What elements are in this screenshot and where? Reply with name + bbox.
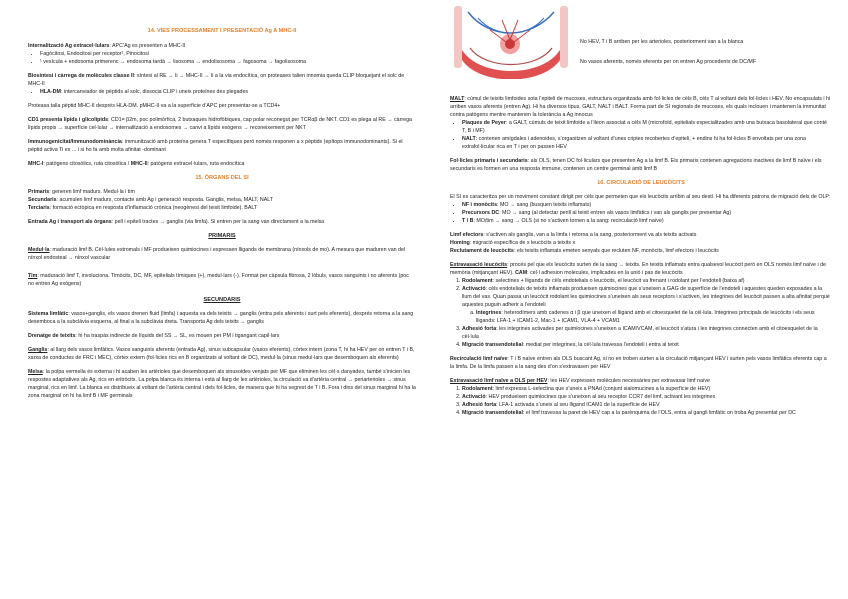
list-item: 4. Migració transendotelial: el limf travessa la paret de HEV cap a la parènquima de l’OLS, entra al gangli limfàtic on troba Ag presentat per DC bbox=[462, 409, 832, 417]
paragraph-extravasacio-ols: Extravasació limf naïve a OLS per HEV: les HEV expressen molècules necessàries per extravasar limf naïve bbox=[450, 378, 710, 384]
paragraph-proteasa: Proteasa talla pèptid MHC-II després HLA-DM. pMHC-II va a la superfície d’APC per presentar-se a TCD4+ bbox=[28, 103, 281, 109]
paragraph-terciaris: Terciaris: formació ectòpica en resposta d’inflamació crònica (neogènesi del teixit limfoide). BALT bbox=[28, 205, 258, 211]
list-item: 2. Activació: cèls endotelials de teixits inflamats produeixen quimiocines que s’uneixen a GAG de superfície de l’endoteli i aquestes queden exposades a la llum del vas. Quan passa un leucòcit rodolant les quimiocines s’uneixen als seus receptors i s’activen, les integrines del leucòcit passen a alta afinitat perquè aquestes puguin adherir a l’endoteli a. Integrines: heterodímers amb cadenes α i β que uneixen el lligand amb el citoesquelet de la cèl·lula. Integrines principals de leucòcits i els seus lligands: LFA-1 + ICAM1-2, Mac-1 + ICAM1, VLA-4 + VCAM1 bbox=[462, 285, 832, 325]
paragraph-medulla: Medul·la: maduració limf B. Cèl·lules estromals i MF produeixen quimiocines i expressen lligands de membrana (nínxols de mo). A mesura que maduren van del nínxol endosteal → nínxol vascular bbox=[28, 247, 406, 261]
paragraph-ganglis: Ganglis: al llarg dels vasos limfàtics. Vasos sanguinis aferents (entrada Ag), sinus subcapsular (vasos eferents), còrtex intern (zona T, hi ha HEV per on entren T i B, xarxa de conductes de FRC i MEC), còrtex extern (fol·licles rics en B organitzats al voltant de DC), medul·la (sinus medul·lars que desemboquen als eferents) bbox=[28, 347, 415, 361]
paragraph-sistema-limfatic: Sistema limfàtic: vasos+ganglis, els vasos drenen fluid (limfa) i aquesta va dels teixits → ganglis (entra pels aferents i surt pels eferents), després retorna a la sang desemboca a la subclàvia esquerra, al final a la subclàvia dreta. Transporta Ag dels teixits → ganglis bbox=[28, 311, 414, 325]
paragraph-malt: MALT: cúmul de teixits limfoides sota l’epiteli de mucoses, estructura organitzada amb fol·licles de cèls B, cèls T al voltant dels fol·licles i HEV. No encapsulats i hi arriben vasos aferents (entren Ag). Hi ha diversos tipus, GALT, NALT i BALT. Forma part de SI regionals de mucoses, els quals inclouen i mantenen la immunitat contra patògens mentre mantenen la tolerància a Ag innocus bbox=[450, 96, 831, 118]
paragraph-reclutament: Reclutament de leucòcits: els teixits inflamats emeten senyals que recluten NF, monòcits, limf efectors i leucòcits bbox=[450, 248, 719, 254]
diagram-note-2: No vasos aferents, només eferents per on entren Ag procedents de DC/MF bbox=[580, 59, 757, 65]
hla-list bbox=[28, 88, 416, 96]
paragraph-entrada: Entrada Ag i transport als òrgans: pell i epiteli tractes → ganglis (via limfa). Si entren per la sang van directament a la melsa bbox=[28, 219, 325, 225]
list-item: • T i B: MO/tim → sang → OLS (si no s’activen tornen a la sang: recirculació limf naïve) bbox=[462, 217, 832, 225]
list-item: a. Integrines: heterodímers amb cadenes α i β que uneixen el lligand amb el citoesquelet de la cèl·lula. Integrines principals de leucòcits i els seus lligands: LFA-1 + ICAM1-2, Mac-1 + ICAM1, VLA-4 + VCAM1 bbox=[476, 309, 832, 325]
list-item: 2. Activació: HEV produeixen quimiocines que s’uneixen al seu receptor CCR7 del limf, activant les integrines bbox=[462, 393, 832, 401]
list-item: 1. Rodolament: limf expressa L-selectina que s’uneix a PNAd (conjunt sialomucines a la superfície de HEV) bbox=[462, 385, 832, 393]
list-item: • Precursors DC: MO → sang (al detectar perill al teixit entren als vasos limfàtics i van als ganglis per presentar Ag) bbox=[462, 209, 832, 217]
integrines-sublist bbox=[462, 309, 832, 325]
list-item: • Fagòcitosi, Endocitosi per receptor¹, Pinocitosi bbox=[40, 50, 416, 58]
paragraph-immunogenicitat: Immunogenicitat/Immunodominància: immunització amb proteïna genera T específiques però només responen a x pèptids (epítops immunodominants). Si el pèptid activa Ti es ... i si ho fa amb molta afinitat -dominant bbox=[28, 139, 403, 153]
paragraph-extravasacio: Extravasació leucòcits: procés pel que els leucòcits surten de la sang → teixits. En teixits inflamats entra qualsevol leucòcit però en OLS només limf naïve i de memòria (mitjançant HEV). CAM: cel·l adhesion molecules, implicades en la unió i pas de leucòcits bbox=[450, 262, 826, 276]
subtitle-primaris: PRIMARIS bbox=[208, 233, 236, 239]
paragraph-intro: El SI es caracteritza per un moviment constant dirigit per cèls que permeten que els leucòcits arribin al seu destí. Hi ha diferents patrons de migració dels de OLP: bbox=[450, 194, 831, 200]
paragraph-homing: Homing: migració específica de x leucòcits a teixits x bbox=[450, 240, 576, 246]
paragraph-internalitzacio: Internalització Ag extracel·lulars: APC’Ag es presenten a MHC-II bbox=[28, 43, 186, 49]
lymph-node-diagram bbox=[450, 0, 572, 79]
paragraph-mhc: MHC-I: patògens citosòlics, ruta citosòlica / MHC-II: patògens extracel·lulars, ruta endocítica bbox=[28, 161, 245, 167]
paragraph-melsa: Melsa: la polpa vermella és externa i hi acaben les artèrioles que desemboquen als sinusoides venjats per MF que eliminen les cèl·s danyades, també s’inicien les respostes adaptatives als Ag, rics en eritròcits. La polpa blanca és interna i està al llarg de les artèrioles, la circulació va d’artèria central → periarterioles → sinus marginal, rics en limf. La blanca es distribueix al voltant de l’artèria central i dels fol·licles, de manera que hi ha segrest de T i B. Fora i dins del sinus marginal hi ha la zona marginal on hi ha limf B i MF germinals bbox=[28, 369, 416, 399]
list-item: 1. Rodolament: selectines + lligands de cèls endotelials o leucòcits, el leucòcit va frenant i rodolant per l’endoteli (baixa af) bbox=[462, 277, 832, 285]
list-item: • HLA-DM: intercanviador de pèptids al solc, dissocia CLIP i uneix proteïnes des plegades bbox=[40, 88, 416, 96]
left-column bbox=[28, 0, 416, 400]
paragraph-recirculacio: Recirculació limf naïve: T i B naïve entren als OLS buscant Ag, si no en troben surten a la circulació mitjançant HEV i surten pels vasos limfàtics eferents cap a la limfa. De la limfa passen a la sang des d’on s’extravasen per HEV bbox=[450, 356, 827, 370]
paragraph-drenatge: Drenatge de teixits: hi ha traspàs indirecte de líquids del SS → SL, es mouen per PM i tigangant capil·lars bbox=[28, 333, 280, 339]
subtitle-secundaris: SECUNDARIS bbox=[203, 297, 241, 303]
list-item: • NALT: contenen amígdales i adenoides, s’organitzen al voltant d’unes criptes recobertes d’epiteli, + endins hi ha fol·licles B envoltats per una zona extrafol·licular rica en T i per on passen HEV bbox=[462, 135, 832, 151]
diagram-note-1: No HEV, T i B arriben per les arterioles, posteriorment van a la blanca bbox=[580, 39, 744, 45]
paragraph-limf-efectors: Limf efectors: s’activen als ganglis, van a la limfa i retorna a la sang, posteriorment va als teixits activats bbox=[450, 232, 697, 238]
paragraph-secundaris: Secundaris: acumulen limf madurs, contacte amb Ag i generació resposta. Ganglis, melsa, MALT, NALT bbox=[28, 197, 274, 203]
section-title-15: 15. ÒRGANS DEL SI bbox=[195, 175, 249, 181]
list-item: • Plaques de Peyer: a GALT, cúmuls de teixit limfoide a l’ileon associat a cèls M (microfold, epitelials especialitzades amb una butxaca basolateral que conté T, B i MF) bbox=[462, 119, 832, 135]
paragraph-folicles: Fol·licles primaris i secundaris: als OLS, tenen DC fol·liculars que presenten Ag a la limf B. Els primaris contenen agregacions inactives de limf B naïve i els secundaris es formen en una resposta immune, contenen un centre germinal amb limf B bbox=[450, 158, 822, 172]
section-title-16: 16. CIRCULACIÓ DE LEUCÒCITS bbox=[597, 180, 685, 186]
internalitzacio-list bbox=[28, 50, 416, 66]
paragraph-tim: Tim: maduració limf T, involuciona. Timòcits, DC, MF, epitelials tímiques (+), medul·lars (-). Format per càpsula fibrosa, 2 lòbuls, vasos sanguinis i no aferents (poc no entren Ag exògens) bbox=[28, 273, 409, 287]
list-item: • NF i monòcits: MO → sang (busquen teixits inflamats) bbox=[462, 201, 832, 209]
section-title-14: 14. VIES PROCESSAMENT I PRESENTACIÓ Ag A MHC-II bbox=[147, 28, 297, 34]
paragraph-primaris: Primaris: generen limf madurs. Medul·la i tim bbox=[28, 189, 135, 195]
malt-list bbox=[450, 119, 832, 151]
list-item: 3. Adhesió forta: les integrines activades per quimiocines s’uneixen a ICAM/VCAM, el leucòcit s’atura i les integrines connecten amb el citoesquelet de la cèl·lula bbox=[462, 325, 832, 341]
list-item: 3. Adhesió forta: LFA-1 activada s’uneix al seu lligand ICAM1 de la superfície de HEV bbox=[462, 401, 832, 409]
ols-steps bbox=[450, 385, 832, 417]
paragraph-cd1: CD1 presenta lípids i glicolípids: CD1= β2m, poc polimòrfica, 2 butxaques hidrofòbiques, cap polar reconegut per TCRαβ de NKT. CD1 es plega al RE → càrrega lípids propis → superfície cel·lular → internalització a endosomes → canvi a lípids exògens → reconeixement per NKT bbox=[28, 117, 412, 131]
circulation-list bbox=[450, 201, 832, 225]
right-text-flow bbox=[450, 95, 832, 417]
extravasation-steps bbox=[450, 277, 832, 349]
paragraph-biosintesi: Biosíntesi i càrrega de molècules classe II: síntesi al RE → Ii → MHC-II → Ii a la via endocítica, on proteases talien innomia queda CLIP bloquejant el solc de MHC-II bbox=[28, 73, 405, 87]
list-item: 4. Migració transendotelial: mediat per integrines, la cèl·lula travessa l’endoteli i entra al teixit bbox=[462, 341, 832, 349]
list-item: • ¹ vesícula + endosoma primerenc → endosoma tardà → lisosoma → endolisosoma → fagosoma → fagolisosoma bbox=[40, 58, 416, 66]
